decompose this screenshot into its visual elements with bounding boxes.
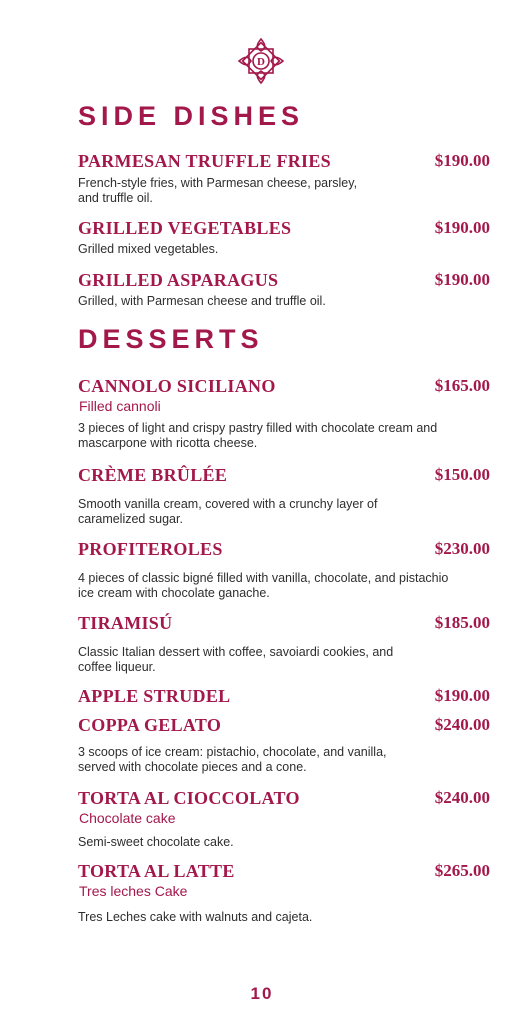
item-description: Grilled mixed vegetables. [78,242,219,256]
menu-item-torta-al-cioccolato [78,787,490,850]
item-name: GRILLED VEGETABLES [78,218,292,238]
item-price: $240.00 [434,715,490,734]
item-price: $185.00 [434,613,490,632]
item-subtitle: Chocolate cake [79,810,176,826]
menu-item-coppa-gelato [78,714,490,775]
item-price: $150.00 [434,465,490,484]
ornamental-monogram-icon [236,36,286,86]
item-description: Classic Italian dessert with coffee, savoiardi cookies, and coffee liqueur. [78,645,394,674]
section-title-side-dishes: SIDE DISHES [78,101,305,131]
svg-text:D: D [257,56,265,68]
menu-item-parmesan-truffle-fries [78,150,490,206]
item-subtitle: Tres leches Cake [79,883,188,899]
item-description: 3 pieces of light and crispy pastry filled with chocolate cream and mascarpone with ricotta cheese. [78,421,438,450]
page-number: 10 [250,984,274,1003]
item-name: CRÈME BRÛLÉE [78,465,228,485]
item-description: Smooth vanilla cream, covered with a crunchy layer of caramelized sugar. [78,497,378,526]
item-description: Semi-sweet chocolate cake. [78,835,234,849]
item-description: French-style fries, with Parmesan cheese, parsley, and truffle oil. [78,176,358,205]
item-price: $190.00 [434,218,490,237]
item-name: COPPA GELATO [78,715,222,735]
item-name: CANNOLO SICILIANO [78,376,276,396]
item-price: $230.00 [434,539,490,558]
menu-item-creme-brulee [78,464,490,527]
menu-item-torta-al-latte [78,860,490,925]
item-description: Tres Leches cake with walnuts and cajeta. [78,910,313,924]
item-name: TIRAMISÚ [78,613,173,633]
item-price: $190.00 [434,686,490,705]
item-subtitle: Filled cannoli [79,398,161,414]
item-name: TORTA AL CIOCCOLATO [78,788,300,808]
item-price: $240.00 [434,788,490,807]
menu-item-profiteroles [78,538,490,601]
item-description: Grilled, with Parmesan cheese and truffle oil. [78,294,326,308]
menu-item-grilled-vegetables [78,217,490,257]
item-price: $190.00 [434,151,490,170]
item-description: 3 scoops of ice cream: pistachio, chocolate, and vanilla, served with chocolate pieces and a cone. [78,745,387,774]
item-name: APPLE STRUDEL [78,686,231,706]
item-price: $265.00 [434,861,490,880]
item-name: PARMESAN TRUFFLE FRIES [78,151,331,171]
menu-item-grilled-asparagus [78,269,490,309]
item-name: TORTA AL LATTE [78,861,235,881]
menu-item-cannolo-siciliano [78,375,490,451]
item-price: $190.00 [434,270,490,289]
item-name: PROFITEROLES [78,539,223,559]
menu-item-apple-strudel [78,685,490,707]
item-name: GRILLED ASPARAGUS [78,270,279,290]
menu-item-tiramisu [78,612,490,675]
item-price: $165.00 [434,376,490,395]
section-title-desserts: DESSERTS [78,324,264,354]
item-description: 4 pieces of classic bigné filled with vanilla, chocolate, and pistachio ice cream with chocolate ganache. [78,571,449,600]
